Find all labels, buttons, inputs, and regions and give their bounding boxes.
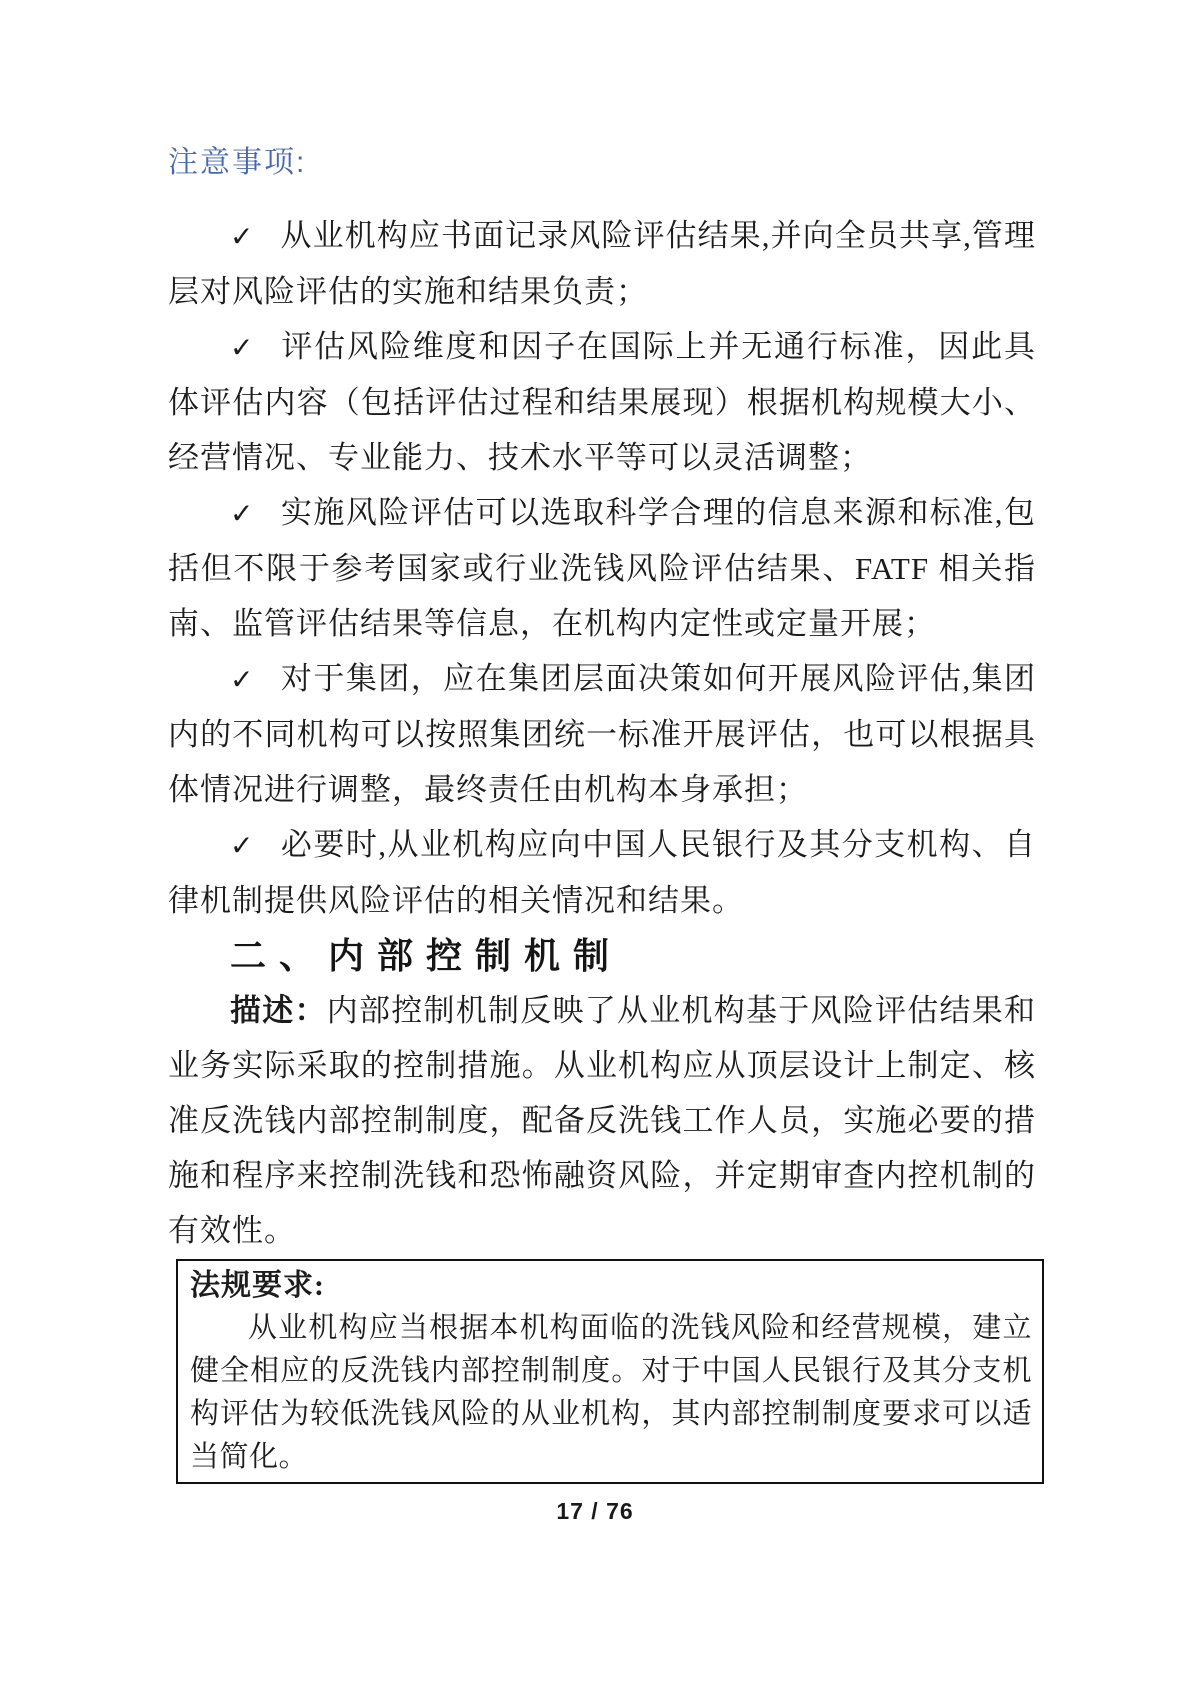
checklist-item-text: 实施风险评估可以选取科学合理的信息来源和标准,包括但不限于参考国家或行业洗钱风险评估结果、FATF 相关指南、监管评估结果等信息，在机构内定性或定量开展； <box>168 495 1037 641</box>
checklist-item <box>168 319 1036 485</box>
checkmark-icon: ✓ <box>230 829 255 862</box>
regulation-requirements-box <box>176 1259 1044 1484</box>
checkmark-icon: ✓ <box>230 497 255 530</box>
description-label: 描述： <box>230 993 327 1028</box>
checklist-item-text: 评估风险维度和因子在国际上并无通行标准，因此具体评估内容（包括评估过程和结果展现）根据机构规模大小、经营情况、专业能力、技术水平等可以灵活调整； <box>168 329 1036 475</box>
regulation-box-label: 法规要求: <box>190 1269 325 1302</box>
checkmark-icon: ✓ <box>230 663 255 696</box>
checklist-item <box>168 651 1036 817</box>
regulation-box-text: 从业机构应当根据本机构面临的洗钱风险和经营规模，建立健全相应的反洗钱内部控制制度。对于中国人民银行及其分支机构评估为较低洗钱风险的从业机构，其内部控制制度要求可以适当简化。 <box>190 1312 1032 1473</box>
checkmark-icon: ✓ <box>230 220 255 253</box>
checklist-item-text: 必要时,从业机构应向中国人民银行及其分支机构、自律机制提供风险评估的相关情况和结果。 <box>168 827 1037 918</box>
checklist-item-text: 对于集团，应在集团层面决策如何开展风险评估,集团内的不同机构可以按照集团统一标准开展评估，也可以根据具体情况进行调整，最终责任由机构本身承担； <box>168 661 1037 807</box>
checklist-item <box>168 817 1036 928</box>
section-heading: 二、内部控制机制 <box>230 935 623 976</box>
description-paragraph <box>168 983 1036 1258</box>
checkmark-icon: ✓ <box>230 331 256 364</box>
page-number: 17 / 76 <box>556 1498 634 1524</box>
notes-heading: 注意事项: <box>168 146 307 179</box>
description-text: 内部控制机制反映了从业机构基于风险评估结果和业务实际采取的控制措施。从业机构应从顶层设计上制定、核准反洗钱内部控制制度，配备反洗钱工作人员，实施必要的措施和程序来控制洗钱和恐怖融资风险，并定期审查内控机制的有效性。 <box>168 993 1036 1248</box>
checklist-item <box>168 485 1036 651</box>
checklist-item-text: 从业机构应书面记录风险评估结果,并向全员共享,管理层对风险评估的实施和结果负责； <box>168 218 1036 309</box>
page-content <box>168 142 1036 1484</box>
checklist-item <box>168 208 1036 319</box>
